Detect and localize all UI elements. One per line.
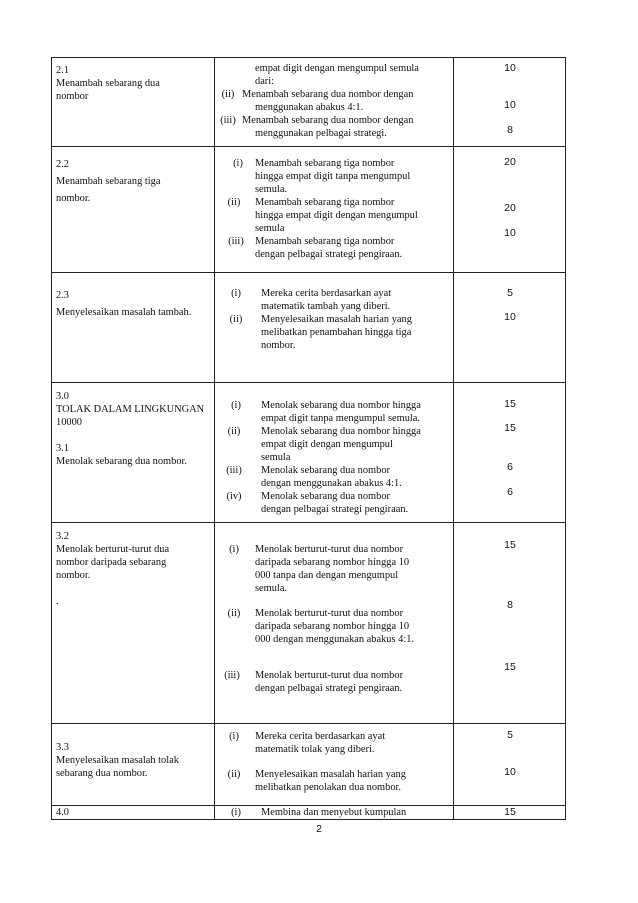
score-value: 10 — [504, 99, 516, 111]
item-text: dengan pelbagai strategi pengiraan. — [261, 504, 409, 515]
item-text: Menyelesaikan masalah harian yang — [255, 769, 406, 780]
item-number: (ii) — [221, 89, 235, 100]
topic-line: Menambah sebarang dua — [56, 78, 160, 89]
score-value: 5 — [507, 729, 513, 741]
item-text: empat digit tanpa mengumpul semula. — [261, 413, 421, 424]
item-text: Menolak berturut-turut dua nombor — [255, 544, 404, 555]
score-value: 10 — [504, 227, 516, 239]
score-value: 15 — [504, 422, 516, 434]
item-text: Menambah sebarang dua nombor dengan — [242, 89, 414, 100]
outcome-item — [219, 730, 449, 756]
score-cell — [454, 383, 566, 523]
topic-line: sebarang dua nombor. — [56, 768, 148, 779]
item-text: Mereka cerita berdasarkan ayat — [261, 288, 392, 299]
table-row — [52, 273, 566, 383]
item-text: Menambah sebarang tiga nombor — [255, 158, 395, 169]
outcome-item — [219, 490, 449, 516]
table-row — [52, 58, 566, 147]
topic-line: Menyelesaikan masalah tambah. — [56, 307, 192, 318]
score-value: 5 — [507, 287, 513, 299]
outcome-item — [219, 464, 449, 490]
item-text: semula — [261, 452, 291, 463]
item-text: semula. — [255, 583, 288, 594]
item-number: (i) — [229, 544, 239, 555]
table-row — [52, 147, 566, 273]
topic-cell — [52, 147, 215, 273]
item-text: hingga empat digit dengan mengumpul — [255, 210, 418, 221]
topic-line: 2.3 — [56, 290, 69, 301]
outcome-item — [219, 287, 449, 313]
item-text: melibatkan penolakan dua nombor. — [255, 782, 402, 793]
table-row — [52, 523, 566, 724]
topic-line: 3.3 — [56, 742, 69, 753]
item-text: Menolak berturut-turut dua nombor — [255, 608, 404, 619]
item-number: (i) — [231, 288, 241, 299]
item-text: Membina dan menyebut kumpulan — [261, 807, 407, 818]
item-number: (ii) — [229, 314, 243, 325]
score-cell — [454, 523, 566, 724]
table-row — [52, 724, 566, 806]
outcome-item — [219, 399, 449, 425]
topic-line — [56, 582, 210, 595]
score-value: 15 — [504, 398, 516, 410]
item-text: Menambah sebarang dua nombor dengan — [242, 115, 414, 126]
score-cell — [454, 806, 566, 820]
item-text: dengan pelbagai strategi pengiraan. — [255, 249, 403, 260]
item-text: empat digit dengan mengumpul semula — [255, 63, 419, 74]
table-row — [52, 806, 566, 820]
topic-line: 2.1 — [56, 65, 69, 76]
score-value: 20 — [504, 202, 516, 214]
score-value: 10 — [504, 311, 516, 323]
topic-line: 3.1 — [56, 443, 69, 454]
table-row — [52, 383, 566, 523]
score-value: 10 — [504, 62, 516, 74]
outcome-cell — [215, 523, 454, 724]
item-number: (i) — [229, 731, 239, 742]
item-text: Menolak sebarang dua nombor — [261, 491, 390, 502]
outcome-item — [219, 114, 449, 140]
item-text: Menolak sebarang dua nombor hingga — [261, 400, 421, 411]
outcome-item — [219, 669, 449, 695]
outcome-cell — [215, 806, 454, 820]
outcome-cell — [215, 147, 454, 273]
topic-line — [56, 429, 210, 442]
outcome-item — [219, 313, 449, 352]
outcome-cell — [215, 383, 454, 523]
score-value: 15 — [504, 806, 516, 818]
score-value: 10 — [504, 766, 516, 778]
topic-line: nombor. — [56, 193, 91, 204]
topic-line: 3.2 — [56, 531, 69, 542]
topic-line: . — [56, 596, 59, 607]
item-number: (ii) — [227, 426, 241, 437]
item-text: semula. — [255, 184, 288, 195]
topic-line: Menambah sebarang tiga — [56, 176, 161, 187]
topic-line: Menyelesaikan masalah tolak — [56, 755, 179, 766]
outcome-cell — [215, 724, 454, 806]
outcome-cell — [215, 273, 454, 383]
item-text: melibatkan penambahan hingga tiga — [261, 327, 412, 338]
item-text: Mereka cerita berdasarkan ayat — [255, 731, 386, 742]
item-number: (i) — [231, 400, 241, 411]
item-number: (iv) — [226, 491, 242, 502]
item-text: dari: — [255, 76, 275, 87]
score-value: 6 — [507, 486, 513, 498]
score-cell — [454, 724, 566, 806]
item-number: (iii) — [224, 670, 240, 681]
score-cell — [454, 147, 566, 273]
item-text: Menolak sebarang dua nombor — [261, 465, 390, 476]
topic-cell — [52, 806, 215, 820]
outcome-item — [219, 806, 457, 819]
topic-line: Menolak sebarang dua nombor. — [56, 456, 188, 467]
item-text: dengan pelbagai strategi pengiraan. — [255, 683, 403, 694]
topic-line: 3.0 — [56, 391, 69, 402]
item-text: matematik tolak yang diberi. — [255, 744, 375, 755]
item-text: semula — [255, 223, 285, 234]
score-value: 8 — [507, 124, 513, 136]
item-text: menggunakan pelbagai strategi. — [255, 128, 387, 139]
topic-cell — [52, 523, 215, 724]
outcome-item — [219, 88, 449, 114]
item-number: (ii) — [227, 769, 241, 780]
item-text: matematik tambah yang diberi. — [261, 301, 391, 312]
item-text: nombor. — [261, 340, 296, 351]
topic-line: nombor. — [56, 570, 91, 581]
topic-line: 10000 — [56, 417, 82, 428]
item-text: empat digit dengan mengumpul — [261, 439, 393, 450]
topic-cell — [52, 58, 215, 147]
outcome-item — [219, 62, 449, 88]
item-text: menggunakan abakus 4:1. — [255, 102, 364, 113]
outcome-item — [219, 157, 449, 196]
item-number: (iii) — [220, 115, 236, 126]
item-text: Menyelesaikan masalah harian yang — [261, 314, 412, 325]
topic-line: Menolak berturut-turut dua — [56, 544, 170, 555]
score-value: 6 — [507, 461, 513, 473]
score-cell — [454, 273, 566, 383]
topic-cell — [52, 724, 215, 806]
item-text: 000 tanpa dan dengan mengumpul — [255, 570, 399, 581]
item-text: Menolak sebarang dua nombor hingga — [261, 426, 421, 437]
outcome-item — [219, 768, 449, 794]
outcome-cell — [215, 58, 454, 147]
item-text: Menambah sebarang tiga nombor — [255, 197, 395, 208]
topic-line: nombor — [56, 91, 89, 102]
item-text: daripada sebarang nombor hingga 10 — [255, 557, 410, 568]
item-number: (iii) — [226, 465, 242, 476]
score-value: 8 — [507, 599, 513, 611]
item-text: dengan menggunakan abakus 4:1. — [261, 478, 402, 489]
item-text: Menambah sebarang tiga nombor — [255, 236, 395, 247]
score-cell — [454, 58, 566, 147]
item-text: daripada sebarang nombor hingga 10 — [255, 621, 410, 632]
topic-line: nombor daripada sebarang — [56, 557, 167, 568]
outcome-item — [219, 607, 449, 646]
item-text: Menolak berturut-turut dua nombor — [255, 670, 404, 681]
page-number: 2 — [316, 823, 322, 835]
outcome-item — [219, 543, 449, 595]
item-number: (ii) — [227, 197, 241, 208]
topic-line: TOLAK DALAM LINGKUNGAN — [56, 404, 205, 415]
item-number: (iii) — [228, 236, 244, 247]
skills-table — [51, 57, 566, 820]
item-text: hingga empat digit tanpa mengumpul — [255, 171, 411, 182]
item-number: (ii) — [227, 608, 241, 619]
topic-line: 4.0 — [56, 807, 69, 818]
item-number: (i) — [233, 158, 243, 169]
outcome-item — [219, 235, 449, 261]
topic-cell — [52, 273, 215, 383]
score-value: 20 — [504, 156, 516, 168]
outcome-item — [219, 196, 449, 235]
score-value: 15 — [504, 661, 516, 673]
topic-cell — [52, 383, 215, 523]
topic-line: 2.2 — [56, 159, 69, 170]
item-text: 000 dengan menggunakan abakus 4:1. — [255, 634, 414, 645]
outcome-item — [219, 425, 449, 464]
score-value: 15 — [504, 539, 516, 551]
item-number: (i) — [231, 807, 241, 818]
